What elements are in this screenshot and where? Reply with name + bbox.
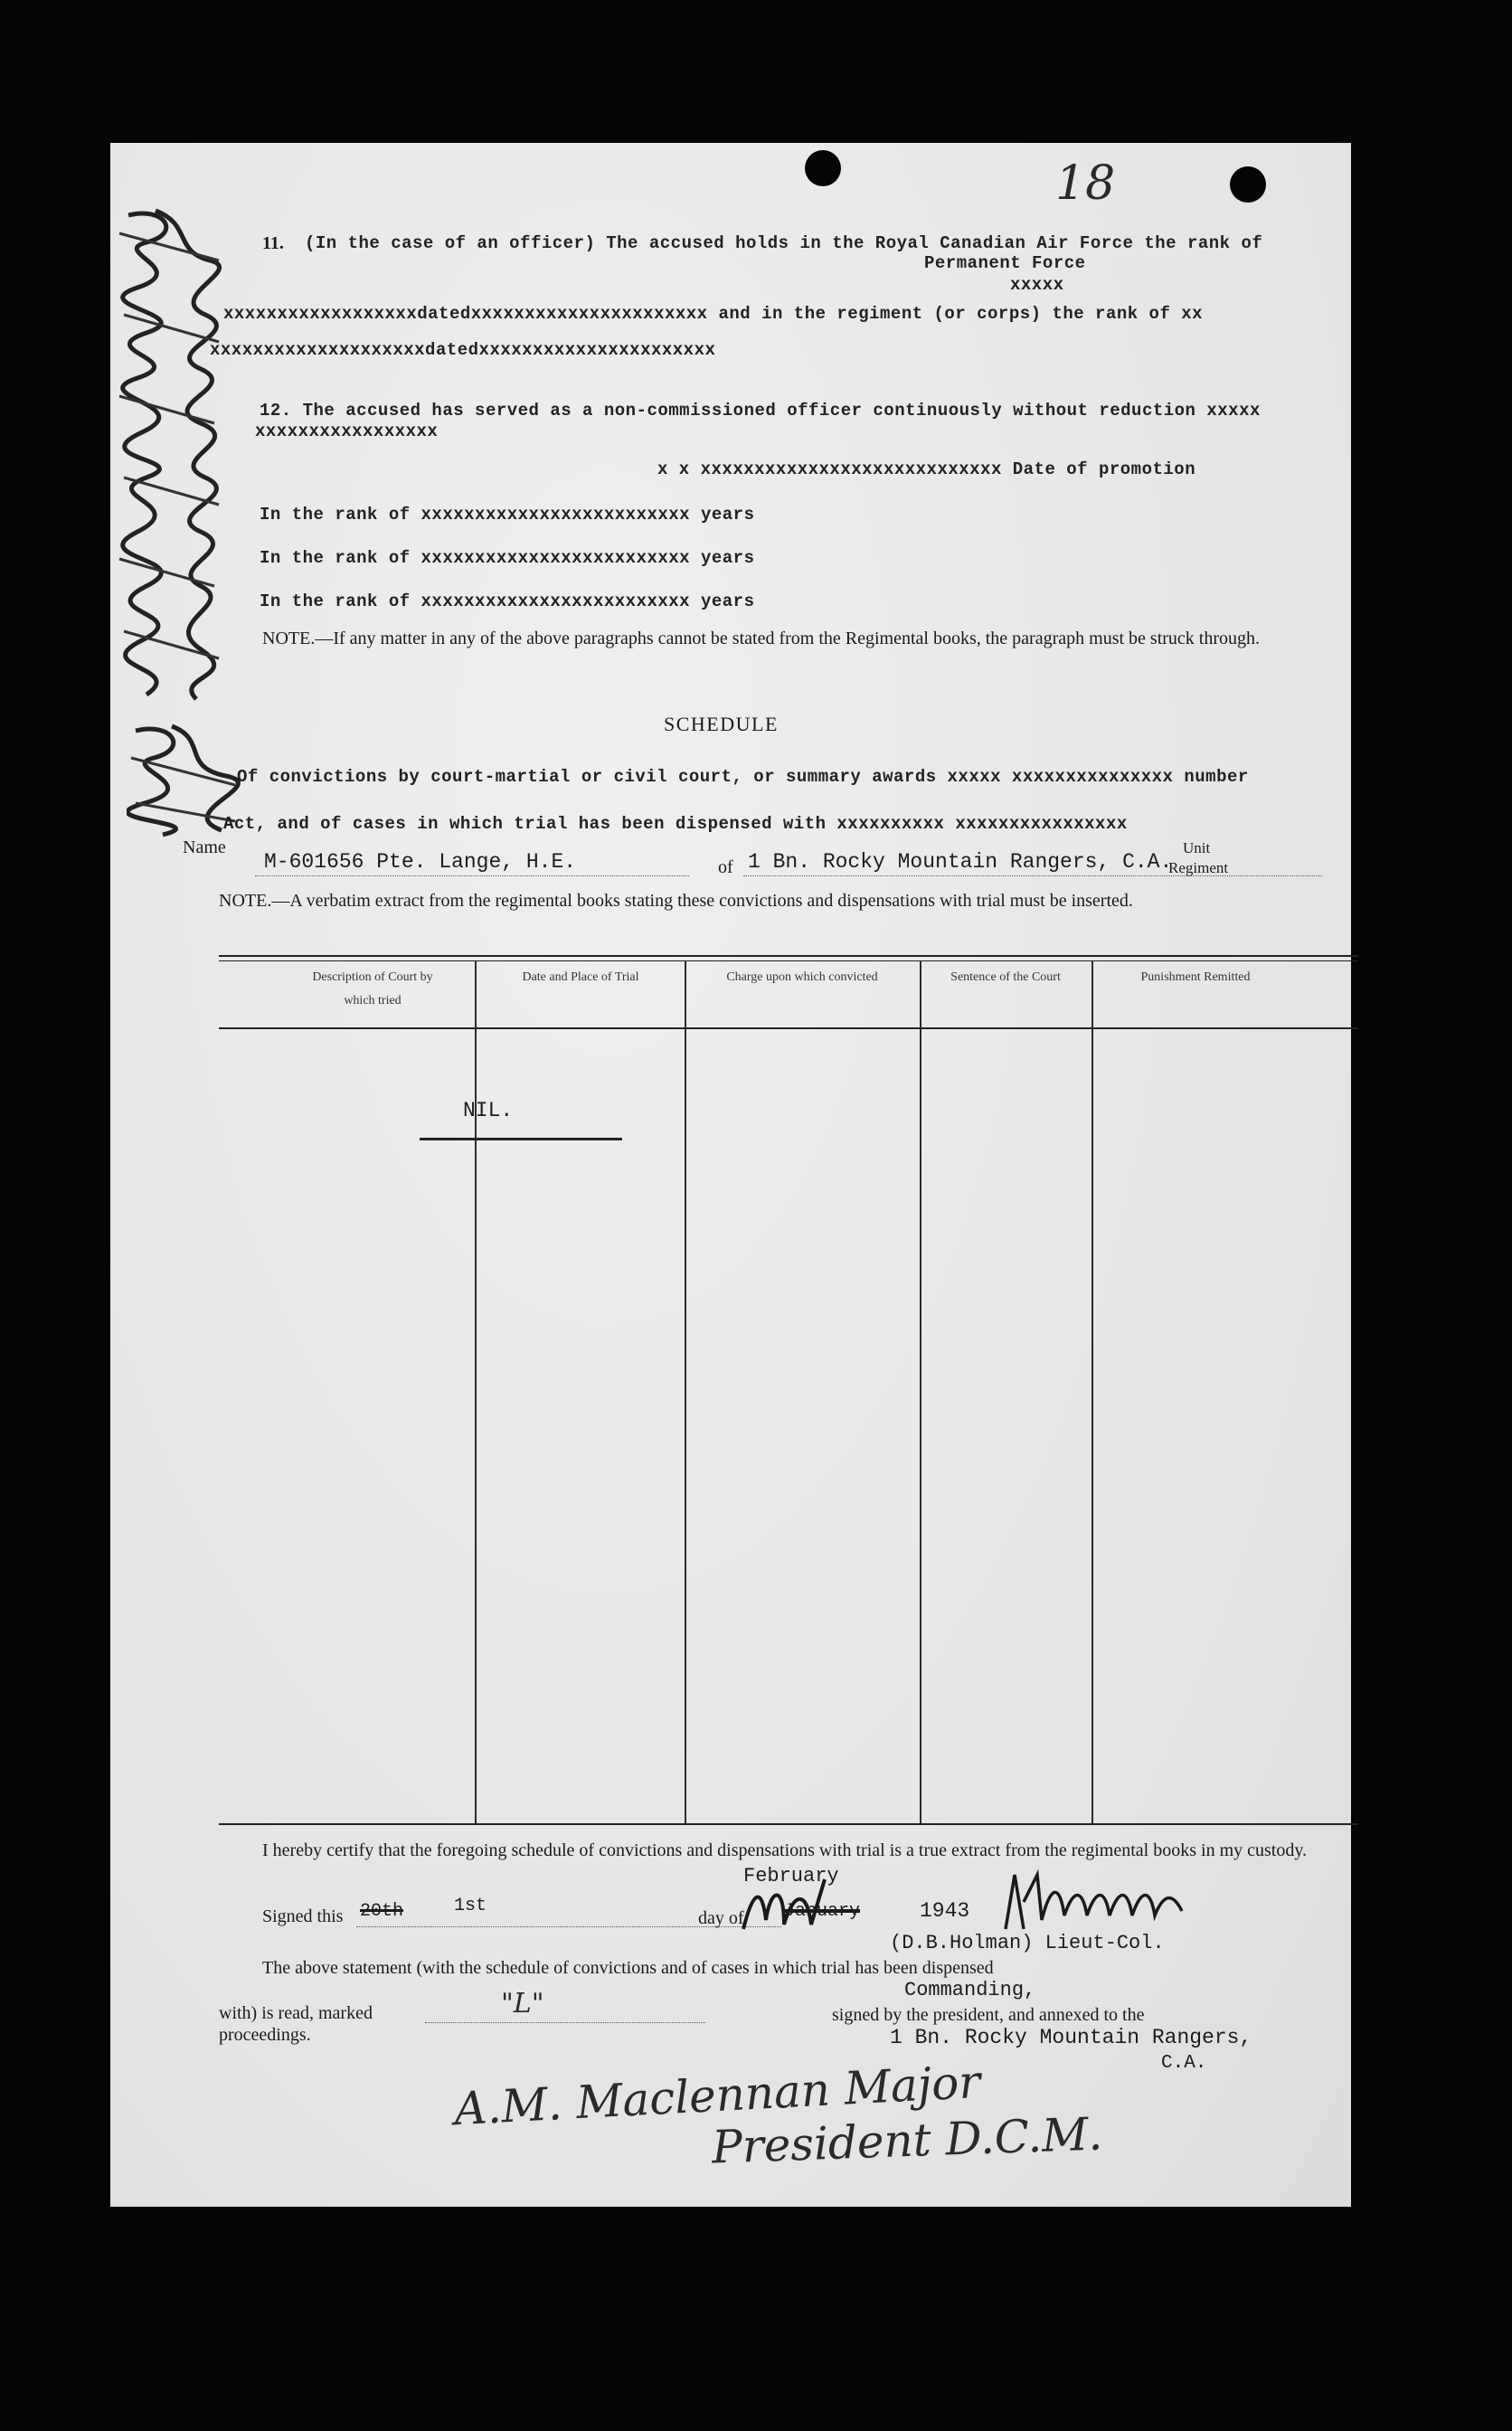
- table-top-rule: [219, 955, 1358, 957]
- note-regimental-books: NOTE.—If any matter in any of the above paragraphs cannot be stated from the Regimental books, the paragraph must be struck through.: [262, 629, 1260, 648]
- schedule-line1: Of convictions by court-martial or civil court, or summary awards xxxxx xxxxxxxxxxxxxxx number: [237, 767, 1249, 787]
- name-underline: [255, 875, 689, 876]
- section-12-line3: x x xxxxxxxxxxxxxxxxxxxxxxxxxxxx Date of promotion: [657, 459, 1196, 479]
- section-11-line1b: Permanent Force: [924, 253, 1086, 273]
- signatory-unit: 1 Bn. Rocky Mountain Rangers,: [890, 2026, 1252, 2049]
- strike-scribble-upper: [110, 206, 237, 713]
- signatory-unit-line2: C.A.: [1161, 2053, 1207, 2074]
- statement-line2-start: with) is read, marked: [219, 2003, 373, 2023]
- rank-line: In the rank of xxxxxxxxxxxxxxxxxxxxxxxxx years: [260, 591, 755, 611]
- certify-text: I hereby certify that the foregoing schedule of convictions and dispensations with trial is a true extract from the regimental books in my custody.: [262, 1840, 1308, 1860]
- handwritten-initials: [734, 1875, 834, 1938]
- section-11-line2: xxxxxxxxxxxxxxxxxxdatedxxxxxxxxxxxxxxxxxxxxxx and in the regiment (or corps) the rank of xx: [223, 304, 1204, 324]
- signatory-name: (D.B.Holman) Lieut-Col.: [890, 1932, 1165, 1954]
- note-verbatim: NOTE.—A verbatim extract from the regimental books stating these convictions and dispensations with trial must be inserted.: [219, 891, 1133, 911]
- unit-underline: [743, 875, 1322, 876]
- section-12-line2: xxxxxxxxxxxxxxxxx: [255, 421, 439, 441]
- section-11-line1c: xxxxx: [1010, 275, 1064, 295]
- commanding-officer-signature: [997, 1866, 1195, 1938]
- column-header-date-place: Date and Place of Trial: [522, 970, 639, 984]
- schedule-line2: Act, and of cases in which trial has been dispensed with xxxxxxxxxx xxxxxxxxxxxxxxxx: [223, 814, 1128, 834]
- statement-line1: The above statement (with the schedule of convictions and of cases in which trial has been dispensed: [262, 1958, 994, 1978]
- statement-line2-end: signed by the president, and annexed to the: [832, 2005, 1145, 2025]
- table-header-rule: [219, 1027, 1358, 1029]
- section-11-line1: (In the case of an officer) The accused holds in the Royal Canadian Air Force the rank of: [305, 233, 1263, 253]
- of-label: of: [718, 857, 733, 877]
- punch-hole: [805, 150, 841, 186]
- president-signature: A.M. Maclennan Major: [452, 2055, 982, 2136]
- column-header-punishment: Punishment Remitted: [1140, 970, 1251, 984]
- section-12-line1: 12. The accused has served as a non-commissioned officer continuously without reduction xxxxx: [260, 401, 1261, 421]
- statement-line3: proceedings.: [219, 2025, 311, 2045]
- document-sheet: [110, 143, 1351, 2207]
- day-struck: 20th: [360, 1901, 404, 1922]
- section-11-number: 11.: [262, 233, 284, 253]
- name-label: Name: [183, 837, 226, 857]
- section-11-line3: xxxxxxxxxxxxxxxxxxxxdatedxxxxxxxxxxxxxxxxxxxxxx: [210, 340, 716, 360]
- table-entry-nil: NIL.: [463, 1099, 514, 1122]
- column-header-court: Description of Court by which tried: [312, 970, 433, 1007]
- signed-this-label: Signed this: [262, 1906, 344, 1926]
- column-header-charge: Charge upon which convicted: [726, 970, 878, 984]
- month-handwritten: February: [743, 1865, 839, 1887]
- table-column-divider: [1091, 960, 1093, 1823]
- unit-label: Unit: [1183, 839, 1211, 856]
- day-of-label: day of: [698, 1908, 744, 1928]
- marked-underline: [425, 2022, 705, 2023]
- table-column-divider: [475, 960, 477, 1823]
- name-value: M-601656 Pte. Lange, H.E.: [264, 850, 577, 874]
- rank-line: In the rank of xxxxxxxxxxxxxxxxxxxxxxxxx years: [260, 548, 755, 568]
- column-header-sentence: Sentence of the Court: [950, 970, 1061, 984]
- nil-underline: [420, 1138, 622, 1140]
- year-value: 1943: [920, 1899, 970, 1923]
- unit-value: 1 Bn. Rocky Mountain Rangers, C.A.: [748, 850, 1173, 874]
- signatory-role: Commanding,: [904, 1979, 1036, 2001]
- table-top-rule: [219, 960, 1358, 961]
- regiment-label: Regiment: [1168, 859, 1229, 876]
- punch-hole: [1230, 166, 1266, 203]
- day-value: 1st: [454, 1896, 487, 1916]
- table-bottom-rule: [219, 1823, 1358, 1825]
- table-column-divider: [685, 960, 686, 1823]
- exhibit-mark: "L": [501, 1988, 544, 2020]
- rank-line: In the rank of xxxxxxxxxxxxxxxxxxxxxxxxx years: [260, 505, 755, 525]
- schedule-title: SCHEDULE: [664, 713, 779, 735]
- president-title: President D.C.M.: [711, 2107, 1104, 2174]
- page-number: 18: [1055, 156, 1116, 211]
- table-column-divider: [920, 960, 921, 1823]
- month-struck: January: [784, 1901, 861, 1922]
